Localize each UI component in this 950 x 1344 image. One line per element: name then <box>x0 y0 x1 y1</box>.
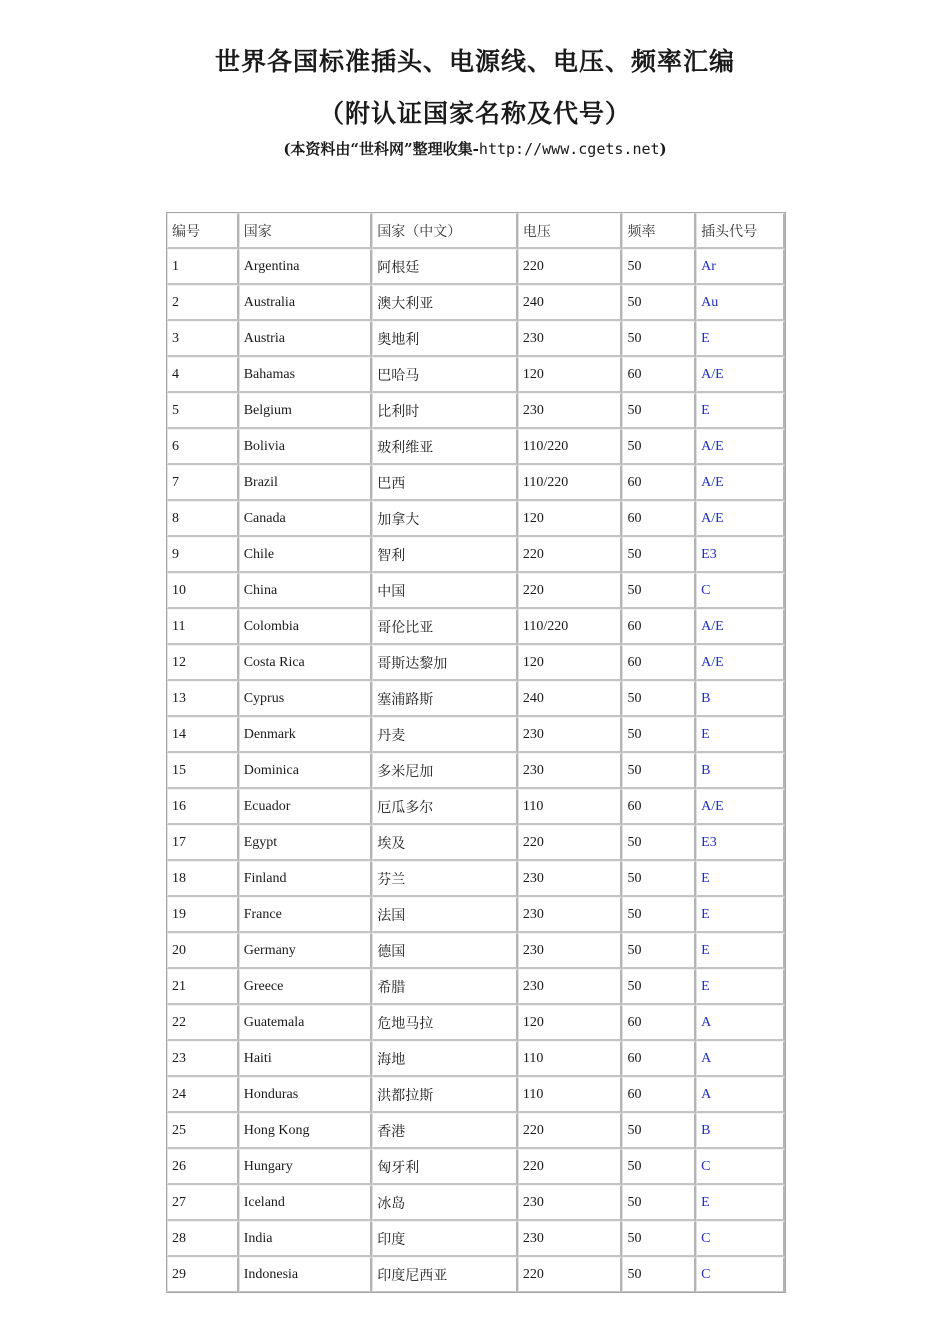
cell-voltage: 220 <box>518 1113 623 1149</box>
cell-frequency: 50 <box>622 933 696 969</box>
cell-frequency: 50 <box>622 717 696 753</box>
cell-frequency: 50 <box>622 681 696 717</box>
cell-plug-code: A <box>696 1077 785 1113</box>
cell-number: 22 <box>167 1005 239 1041</box>
cell-frequency: 50 <box>622 1113 696 1149</box>
cell-plug-code: A <box>696 1005 785 1041</box>
cell-plug-code: B <box>696 1113 785 1149</box>
cell-voltage: 230 <box>518 717 623 753</box>
cell-frequency: 50 <box>622 393 696 429</box>
cell-voltage: 120 <box>518 1005 623 1041</box>
cell-country-cn: 巴西 <box>372 465 518 501</box>
table-row <box>167 753 785 789</box>
table-row <box>167 429 785 465</box>
cell-plug-code: E <box>696 717 785 753</box>
cell-plug-code: E <box>696 861 785 897</box>
table-row <box>167 285 785 321</box>
cell-country-cn: 厄瓜多尔 <box>372 789 518 825</box>
cell-country-cn: 比利时 <box>372 393 518 429</box>
table-row <box>167 969 785 1005</box>
cell-frequency: 60 <box>622 501 696 537</box>
cell-country: Belgium <box>239 393 373 429</box>
table-row <box>167 501 785 537</box>
cell-country-cn: 阿根廷 <box>372 249 518 285</box>
cell-plug-code: E <box>696 969 785 1005</box>
source-note-suffix: ) <box>659 140 667 158</box>
header-country-cn: 国家（中文） <box>372 213 518 249</box>
cell-number: 20 <box>167 933 239 969</box>
cell-frequency: 50 <box>622 753 696 789</box>
cell-number: 29 <box>167 1257 239 1292</box>
cell-frequency: 50 <box>622 429 696 465</box>
source-url: http://www.cgets.net <box>478 140 660 158</box>
cell-country-cn: 埃及 <box>372 825 518 861</box>
cell-country-cn: 洪都拉斯 <box>372 1077 518 1113</box>
cell-frequency: 60 <box>622 789 696 825</box>
table-row <box>167 573 785 609</box>
cell-country: Canada <box>239 501 373 537</box>
cell-country: Iceland <box>239 1185 373 1221</box>
cell-country: Indonesia <box>239 1257 373 1292</box>
cell-country-cn: 智利 <box>372 537 518 573</box>
cell-frequency: 60 <box>622 357 696 393</box>
cell-plug-code: Au <box>696 285 785 321</box>
cell-frequency: 60 <box>622 609 696 645</box>
cell-country: France <box>239 897 373 933</box>
cell-voltage: 230 <box>518 1185 623 1221</box>
cell-frequency: 60 <box>622 1041 696 1077</box>
cell-country-cn: 巴哈马 <box>372 357 518 393</box>
cell-country: Honduras <box>239 1077 373 1113</box>
cell-number: 14 <box>167 717 239 753</box>
cell-country-cn: 中国 <box>372 573 518 609</box>
cell-country-cn: 冰岛 <box>372 1185 518 1221</box>
table-row <box>167 1149 785 1185</box>
cell-number: 23 <box>167 1041 239 1077</box>
cell-number: 24 <box>167 1077 239 1113</box>
cell-country-cn: 哥伦比亚 <box>372 609 518 645</box>
cell-country-cn: 多米尼加 <box>372 753 518 789</box>
cell-country-cn: 法国 <box>372 897 518 933</box>
table-row <box>167 393 785 429</box>
table-row <box>167 537 785 573</box>
cell-country: China <box>239 573 373 609</box>
cell-country: Austria <box>239 321 373 357</box>
cell-number: 10 <box>167 573 239 609</box>
table-row <box>167 357 785 393</box>
table-row <box>167 789 785 825</box>
cell-plug-code: B <box>696 753 785 789</box>
cell-country: Germany <box>239 933 373 969</box>
cell-frequency: 60 <box>622 1077 696 1113</box>
table-row <box>167 609 785 645</box>
cell-country: Hong Kong <box>239 1113 373 1149</box>
cell-frequency: 50 <box>622 1185 696 1221</box>
cell-voltage: 230 <box>518 933 623 969</box>
cell-country: Ecuador <box>239 789 373 825</box>
cell-number: 8 <box>167 501 239 537</box>
cell-voltage: 220 <box>518 537 623 573</box>
cell-frequency: 60 <box>622 465 696 501</box>
cell-country-cn: 希腊 <box>372 969 518 1005</box>
cell-number: 6 <box>167 429 239 465</box>
cell-frequency: 60 <box>622 645 696 681</box>
table-header-row <box>167 213 785 249</box>
table-row <box>167 1005 785 1041</box>
cell-plug-code: C <box>696 1221 785 1257</box>
cell-plug-code: C <box>696 1257 785 1292</box>
cell-voltage: 230 <box>518 393 623 429</box>
source-note <box>0 138 950 159</box>
cell-plug-code: E3 <box>696 825 785 861</box>
cell-frequency: 60 <box>622 1005 696 1041</box>
cell-country-cn: 奥地利 <box>372 321 518 357</box>
cell-plug-code: Ar <box>696 249 785 285</box>
cell-country-cn: 加拿大 <box>372 501 518 537</box>
cell-voltage: 110/220 <box>518 609 623 645</box>
cell-country-cn: 塞浦路斯 <box>372 681 518 717</box>
cell-frequency: 50 <box>622 537 696 573</box>
header-plug-code: 插头代号 <box>696 213 785 249</box>
table-row <box>167 1185 785 1221</box>
table-row <box>167 249 785 285</box>
table-row <box>167 1077 785 1113</box>
cell-country: Greece <box>239 969 373 1005</box>
cell-voltage: 240 <box>518 681 623 717</box>
cell-country: Finland <box>239 861 373 897</box>
cell-voltage: 110/220 <box>518 465 623 501</box>
cell-voltage: 120 <box>518 357 623 393</box>
table-row <box>167 321 785 357</box>
cell-voltage: 110/220 <box>518 429 623 465</box>
table-row <box>167 897 785 933</box>
cell-voltage: 240 <box>518 285 623 321</box>
cell-country: Brazil <box>239 465 373 501</box>
header-frequency: 频率 <box>622 213 696 249</box>
cell-frequency: 50 <box>622 897 696 933</box>
cell-frequency: 50 <box>622 321 696 357</box>
cell-country-cn: 匈牙利 <box>372 1149 518 1185</box>
cell-number: 28 <box>167 1221 239 1257</box>
cell-frequency: 50 <box>622 825 696 861</box>
cell-country: Chile <box>239 537 373 573</box>
cell-plug-code: E3 <box>696 537 785 573</box>
document-subtitle-heading: （附认证国家名称及代号） <box>318 99 631 128</box>
cell-voltage: 120 <box>518 501 623 537</box>
cell-frequency: 50 <box>622 1149 696 1185</box>
cell-number: 15 <box>167 753 239 789</box>
cell-plug-code: A/E <box>696 429 785 465</box>
cell-country: Haiti <box>239 1041 373 1077</box>
cell-country-cn: 哥斯达黎加 <box>372 645 518 681</box>
cell-country-cn: 香港 <box>372 1113 518 1149</box>
cell-number: 7 <box>167 465 239 501</box>
cell-plug-code: C <box>696 1149 785 1185</box>
cell-number: 27 <box>167 1185 239 1221</box>
cell-voltage: 220 <box>518 573 623 609</box>
cell-voltage: 230 <box>518 753 623 789</box>
cell-country-cn: 海地 <box>372 1041 518 1077</box>
cell-number: 18 <box>167 861 239 897</box>
source-note-prefix: (本资料由“世科网”整理收集- <box>283 140 479 158</box>
cell-voltage: 230 <box>518 861 623 897</box>
cell-country: Guatemala <box>239 1005 373 1041</box>
cell-voltage: 230 <box>518 897 623 933</box>
cell-plug-code: A/E <box>696 501 785 537</box>
cell-plug-code: A/E <box>696 357 785 393</box>
table-row <box>167 825 785 861</box>
table-body <box>167 213 785 1292</box>
plug-standards-table <box>166 212 786 1293</box>
cell-country-cn: 芬兰 <box>372 861 518 897</box>
cell-country: India <box>239 1221 373 1257</box>
table-row <box>167 1257 785 1292</box>
cell-number: 21 <box>167 969 239 1005</box>
document-title: 世界各国标准插头、电源线、电压、频率汇编 <box>214 47 735 76</box>
cell-country: Dominica <box>239 753 373 789</box>
cell-voltage: 220 <box>518 249 623 285</box>
cell-frequency: 50 <box>622 573 696 609</box>
cell-voltage: 230 <box>518 969 623 1005</box>
cell-plug-code: A <box>696 1041 785 1077</box>
header-voltage: 电压 <box>518 213 623 249</box>
table-row <box>167 1221 785 1257</box>
cell-country-cn: 印度 <box>372 1221 518 1257</box>
cell-voltage: 230 <box>518 1221 623 1257</box>
cell-country-cn: 德国 <box>372 933 518 969</box>
table-row <box>167 1113 785 1149</box>
cell-number: 3 <box>167 321 239 357</box>
cell-plug-code: A/E <box>696 465 785 501</box>
cell-number: 11 <box>167 609 239 645</box>
cell-number: 4 <box>167 357 239 393</box>
table-row <box>167 933 785 969</box>
cell-plug-code: E <box>696 933 785 969</box>
cell-country: Bahamas <box>239 357 373 393</box>
cell-number: 12 <box>167 645 239 681</box>
cell-voltage: 110 <box>518 789 623 825</box>
cell-country-cn: 印度尼西亚 <box>372 1257 518 1292</box>
table-row <box>167 1041 785 1077</box>
cell-voltage: 110 <box>518 1041 623 1077</box>
cell-country: Costa Rica <box>239 645 373 681</box>
table-row <box>167 645 785 681</box>
cell-plug-code: E <box>696 393 785 429</box>
cell-number: 5 <box>167 393 239 429</box>
cell-plug-code: E <box>696 897 785 933</box>
cell-country: Colombia <box>239 609 373 645</box>
cell-number: 16 <box>167 789 239 825</box>
header-country: 国家 <box>239 213 373 249</box>
table-row <box>167 861 785 897</box>
cell-country: Egypt <box>239 825 373 861</box>
cell-country: Australia <box>239 285 373 321</box>
cell-voltage: 120 <box>518 645 623 681</box>
cell-country: Denmark <box>239 717 373 753</box>
cell-number: 25 <box>167 1113 239 1149</box>
cell-plug-code: E <box>696 321 785 357</box>
cell-frequency: 50 <box>622 861 696 897</box>
cell-frequency: 50 <box>622 249 696 285</box>
cell-voltage: 220 <box>518 1257 623 1292</box>
cell-country: Hungary <box>239 1149 373 1185</box>
cell-number: 2 <box>167 285 239 321</box>
cell-number: 9 <box>167 537 239 573</box>
cell-frequency: 50 <box>622 285 696 321</box>
cell-country: Argentina <box>239 249 373 285</box>
cell-plug-code: C <box>696 573 785 609</box>
cell-plug-code: E <box>696 1185 785 1221</box>
cell-country-cn: 玻利维亚 <box>372 429 518 465</box>
cell-number: 26 <box>167 1149 239 1185</box>
cell-frequency: 50 <box>622 969 696 1005</box>
cell-plug-code: A/E <box>696 609 785 645</box>
header-number: 编号 <box>167 213 239 249</box>
cell-plug-code: A/E <box>696 645 785 681</box>
cell-number: 1 <box>167 249 239 285</box>
table-row <box>167 681 785 717</box>
cell-frequency: 50 <box>622 1221 696 1257</box>
cell-number: 19 <box>167 897 239 933</box>
cell-plug-code: B <box>696 681 785 717</box>
cell-country-cn: 丹麦 <box>372 717 518 753</box>
cell-country-cn: 澳大利亚 <box>372 285 518 321</box>
cell-plug-code: A/E <box>696 789 785 825</box>
cell-number: 17 <box>167 825 239 861</box>
cell-country: Cyprus <box>239 681 373 717</box>
cell-voltage: 110 <box>518 1077 623 1113</box>
cell-country: Bolivia <box>239 429 373 465</box>
table-row <box>167 717 785 753</box>
cell-frequency: 50 <box>622 1257 696 1292</box>
cell-voltage: 220 <box>518 1149 623 1185</box>
cell-voltage: 230 <box>518 321 623 357</box>
table-row <box>167 465 785 501</box>
cell-number: 13 <box>167 681 239 717</box>
cell-voltage: 220 <box>518 825 623 861</box>
cell-country-cn: 危地马拉 <box>372 1005 518 1041</box>
